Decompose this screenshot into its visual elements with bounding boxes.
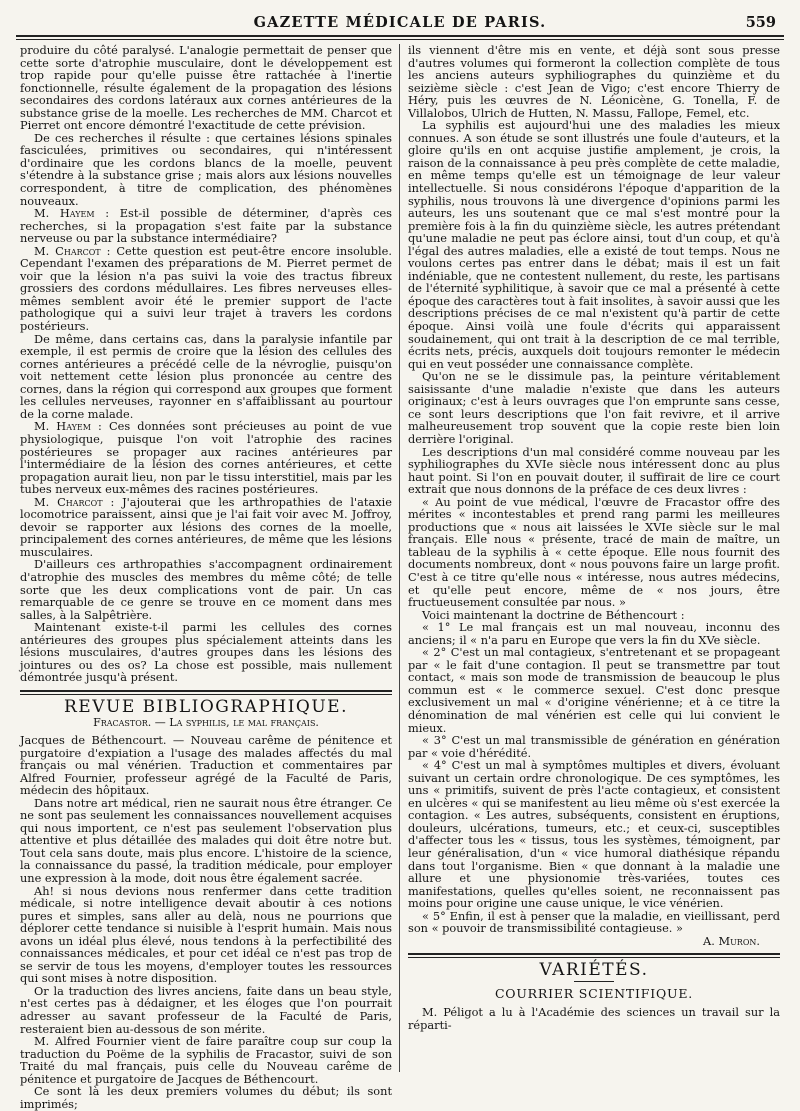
section-subtitle: Fracastor. — La syphilis, le mal français.: [93, 716, 319, 730]
paragraph: M. Péligot a lu à l'Académie des sciences un travail sur la réparti-: [408, 1005, 780, 1033]
paragraph: [20, 496, 392, 559]
paragraph: [20, 420, 392, 495]
paragraph: Ce sont là les deux premiers volumes du début; ils sont imprimés;: [20, 1084, 392, 1111]
quotation: « 1° Le mal français est un mal nouveau, inconnu des anciens; il « n'a paru en Europe que vers la fin du XVe siècle.: [408, 620, 780, 647]
page-header: [16, 8, 784, 36]
quotation: « 2° C'est un mal contagieux, s'entretenant et se propageant par « le fait d'une contagion. Il peut se transmettre par tout contact, « mais son mode de transmission de beaucoup le plus commun est « le commerce sexuel. C'est donc presque exclusivement un mal « d'origine vénérienne; et à ce titre la dénomination de mal vénérien est celle qui lui convient le mieux.: [408, 645, 780, 735]
column-divider: [399, 44, 400, 1072]
paragraph-text: : J'ajouterai que les arthropathies de l'ataxie locomotrice paraissent, ainsi que je l'ai fait voir avec M. Joffroy, devoir se rapporter aux lésions des cornes de la moelle, principalement des cornes antérieures, de même que les lésions musculaires.: [20, 494, 392, 559]
paragraph: ils viennent d'être mis en vente, et déjà sont sous presse d'autres volumes qui formeront la collection complète de tous les anciens auteurs syphiliographes du quinzième et du seizième siècle : c'est Jean de Vigo; c'est encore Thierry de Héry, puis les œuvres de N. Léonicène, G. Tonella, F. de Villalobos, Ulrich de Hutten, N. Massu, Fallope, Femel, etc.: [408, 43, 780, 120]
paragraph: Voici maintenant la doctrine de Béthencourt :: [422, 607, 685, 622]
paragraph: De même, dans certains cas, dans la paralysie infantile par exemple, il est permis de croire que la lésion des cellules des cornes antérieures a précédé celle de la névroglie, puisqu'on voit nettement cette lésion plus prononcée au centre des cornes, dans la région qui correspond aux groupes que forment les cellules nerveuses, rayonner en s'affaiblissant au pourtour de la corne malade.: [20, 331, 392, 421]
quotation: « 5° Enfin, il est à penser que la maladie, en vieillissant, perd son « pouvoir de transmissibilité contagieuse. »: [408, 908, 780, 936]
section-title: VARIÉTÉS.: [539, 960, 649, 981]
paragraph: Dans notre art médical, rien ne saurait nous être étranger. Ce ne sont pas seulement les connaissances nouvellement acquises qui nous importent, ce n'est pas seulement l'observation plus attentive et plus détaillée des malades qui doit être notre but. Tout cela sans doute, mais plus encore. L'histoire de la science, la connaissance du passé, la tradition médicale, pour employer une expression à la mode, doit nous être également sacrée.: [20, 795, 392, 885]
section-rule-thin: [408, 957, 780, 958]
paragraph: Or la traduction des livres anciens, faite dans un beau style, n'est certes pas à dédaigner, et les éloges que l'on pourrait adresser au savant professeur de la Faculté de Paris, resteraient bien au-dessous de son mérite.: [20, 983, 392, 1036]
author-signature: A. Muron.: [703, 933, 760, 948]
paragraph: Ah! si nous devions nous renfermer dans cette tradition médicale, si notre intelligence devait aboutir à ces notions pures et simples, sans aller au delà, nous ne pourrions que déplorer cette tendance si nuisible à l'esprit humain. Mais nous avons un idéal plus élevé, nous tendons à la perfectibilité des connaissances médicales, et pour cet idéal ce n'est pas trop de se servir de tous les moyens, d'employer toutes les ressources qui sont mises à notre disposition.: [20, 883, 392, 986]
paragraph: D'ailleurs ces arthropathies s'accompagnent ordinairement d'atrophie des muscles des membres du même côté; de telle sorte que les deux complications vont de pair. Un cas remarquable de ce genre se trouve en ce moment dans mes salles, à la Salpêtrière.: [20, 557, 392, 622]
speaker: M. Hayem: [34, 419, 91, 434]
quotation: « Au point de vue médical, l'œuvre de Fracastor offre des mérites « incontestables et prend rang parmi les meilleures productions que « nous ait laissées le XVIe siècle sur le mal français. Elle nous « présente, tracé de main de maître, un tableau de la syphilis à « cette époque. Elle nous fournit des documents nombreux, dont « nous pouvons faire un large profit. C'est à ce titre qu'elle nous « intéresse, nous autres médecins, et qu'elle peut encore, même de « nos jours, être fructueusement consultée par nous. »: [408, 494, 780, 610]
page-number: 559: [745, 14, 776, 31]
paragraph: produire du côté paralysé. L'analogie permettait de penser que cette sorte d'atrophie musculaire, dont le développement est trop rapide pour qu'elle puisse être rattachée à l'inertie fonctionnelle, résulte également de la propagation des lésions secondaires des cordons latéraux aux cornes antérieures de la substance grise de la moelle. Les recherches de MM. Charcot et Pierret ont encore démontré l'exactitude de cette prévision.: [20, 43, 392, 133]
paragraph-text: : Cette question est peut-être encore insoluble. Cependant l'examen des préparations de M. Pierret permet de voir que la lésion n'a pas suivi la voie des tractus fibreux grossiers des cordons médullaires. Les fibres nerveuses elles-mêmes semblent avoir été le premier support de l'acte pathologique qui a suivi leur trajet à travers les cordons postérieurs.: [20, 243, 392, 334]
section-subtitle: COURRIER SCIENTIFIQUE.: [494, 985, 694, 1001]
paragraph: Maintenant existe-t-il parmi les cellules des cornes antérieures des groupes plus spécialement atteints dans les lésions musculaires, d'autres groupes dans les lésions des jointures ou des os? La chose est possible, mais nullement démontrée jusqu'à présent.: [20, 620, 392, 685]
section-rule-thin: [20, 694, 392, 695]
paragraph: De ces recherches il résulte : que certaines lésions spinales fasciculées, primitives ou secondaires, qui n'intéressent d'ordinaire que les cordons blancs de la moelle, peuvent s'étendre à la substance grise ; mais alors aux lésions nouvelles correspondent, à titre de complication, des phénomènes nouveaux.: [20, 130, 392, 208]
paragraph-text: : Est-il possible de déterminer, d'après ces recherches, si la propagation s'est faite par la substance nerveuse ou par la substance intermédiaire?: [20, 206, 392, 246]
header-rule: [16, 35, 784, 37]
paragraph: M. Alfred Fournier vient de faire paraître coup sur coup la traduction du Poëme de la syphilis de Fracastor, suivi de son Traité du mal français, puis celle du Nouveau carême de pénitence et purgatoire de Jacques de Béthencourt.: [20, 1034, 392, 1086]
paragraph: [20, 207, 392, 245]
right-column: [408, 44, 780, 1072]
quotation: « 4° C'est un mal à symptômes multiples et divers, évoluant suivant un certain ordre chronologique. De ces symptômes, les uns « primitifs, suivent de près l'acte contagieux, et consistent en ulcères « qui se manifestent au lieu même où s'est exercée la contagion. « Les autres, subséquents, consistent en éruptions, douleurs, ulcérations, tumeurs, etc.; et ceux-ci, susceptibles d'affecter tous les « tissus, tous les systèmes, témoignent, par leur généralisation, d'un « vice humoral diathésique répandu dans tout l'organisme. Bien « que donnant à la maladie une allure et une physionomie très-variées, toutes ces manifestations, quelles qu'elles soient, ne reconnaissent pas moins pour origine une cause unique, le vice vénérien.: [408, 758, 780, 911]
section-ornament-rule: [574, 981, 614, 982]
speaker: M. Charcot: [34, 494, 103, 509]
speaker: M. Charcot: [34, 243, 101, 258]
section-title: REVUE BIBLIOGRAPHIQUE.: [64, 696, 348, 717]
quotation: « 3° C'est un mal transmissible de génération en génération par « voie d'hérédité.: [408, 733, 780, 760]
header-rule-thin: [16, 39, 784, 40]
paragraph: [20, 245, 392, 333]
paragraph-text: : Ces données sont précieuses au point de vue physiologique, puisque l'on voit l'atrophie des racines postérieures se propager aux racines antérieures par l'intermédiaire de la lésion des cornes antérieures, et cette propagation aurait lieu, non par le tissu interstitiel, mais par les tubes nerveux eux-mêmes des racines postérieures.: [20, 419, 392, 497]
paragraph: La syphilis est aujourd'hui une des maladies les mieux connues. A son étude se sont illustrés une foule d'auteurs, et la gloire qu'ils en ont acquise justifie amplement, je crois, la raison de la connaissance à peu près complète de cette maladie, en même temps qu'elle est un témoignage de leur valeur intellectuelle. Si nous considérons l'époque d'apparition de la syphilis, nous trouvons là une divergence d'opinions parmi les auteurs, les uns soutenant que ce mal s'est montré pour la première fois à la fin du quinzième siècle, les autres prétendant qu'une maladie ne peut pas éclore ainsi, tout d'un coup, et qu'à l'égal des autres maladies, elle a existé de tout temps. Nous ne voulons certes pas entrer dans le débat; mais il est un fait indéniable, que ne contestent nullement, du reste, les partisans de l'éternité syphilitique, à savoir que ce mal a présenté à cette époque des caractères tout à fait insolites, à savoir aussi que les descriptions précises de ce mal n'existent qu'à partir de cette époque. Ainsi voilà une foule d'écrits qui apparaissent soudainement, qui ont trait à la description de ce mal terrible, écrits nets, précis, auxquels doit toujours remonter le médecin qui en veut posséder une connaissance complète.: [408, 118, 780, 371]
paragraph: Qu'on ne se le dissimule pas, la peinture véritablement saisissante d'une maladie n'existe que dans les auteurs originaux; c'est à leurs ouvrages que l'on emprunte sans cesse, ce sont leurs descriptions que l'on fait revivre, et il arrive malheureusement trop souvent que la copie reste bien loin derrière l'original.: [408, 369, 780, 446]
section-rule: [408, 953, 780, 955]
journal-title: GAZETTE MÉDICALE DE PARIS.: [253, 14, 547, 31]
speaker: M. Hayem: [34, 206, 95, 221]
section-rule: [20, 690, 392, 692]
paragraph: Les descriptions d'un mal considéré comme nouveau par les syphiliographes du XVIe siècle nous intéressent donc au plus haut point. Si l'on en pouvait douter, il suffirait de lire ce court extrait que nous donnons de la préface de ces deux livres :: [408, 444, 780, 497]
left-column: [20, 43, 392, 1111]
book-reference: Jacques de Béthencourt. — Nouveau carême de pénitence et purgatoire d'expiation a l'usage des malades affectés du mal français ou mal vénérien. Traduction et commentaires par Alfred Fournier, professeur agrégé de la Faculté de Paris, médecin des hôpitaux.: [20, 732, 392, 798]
